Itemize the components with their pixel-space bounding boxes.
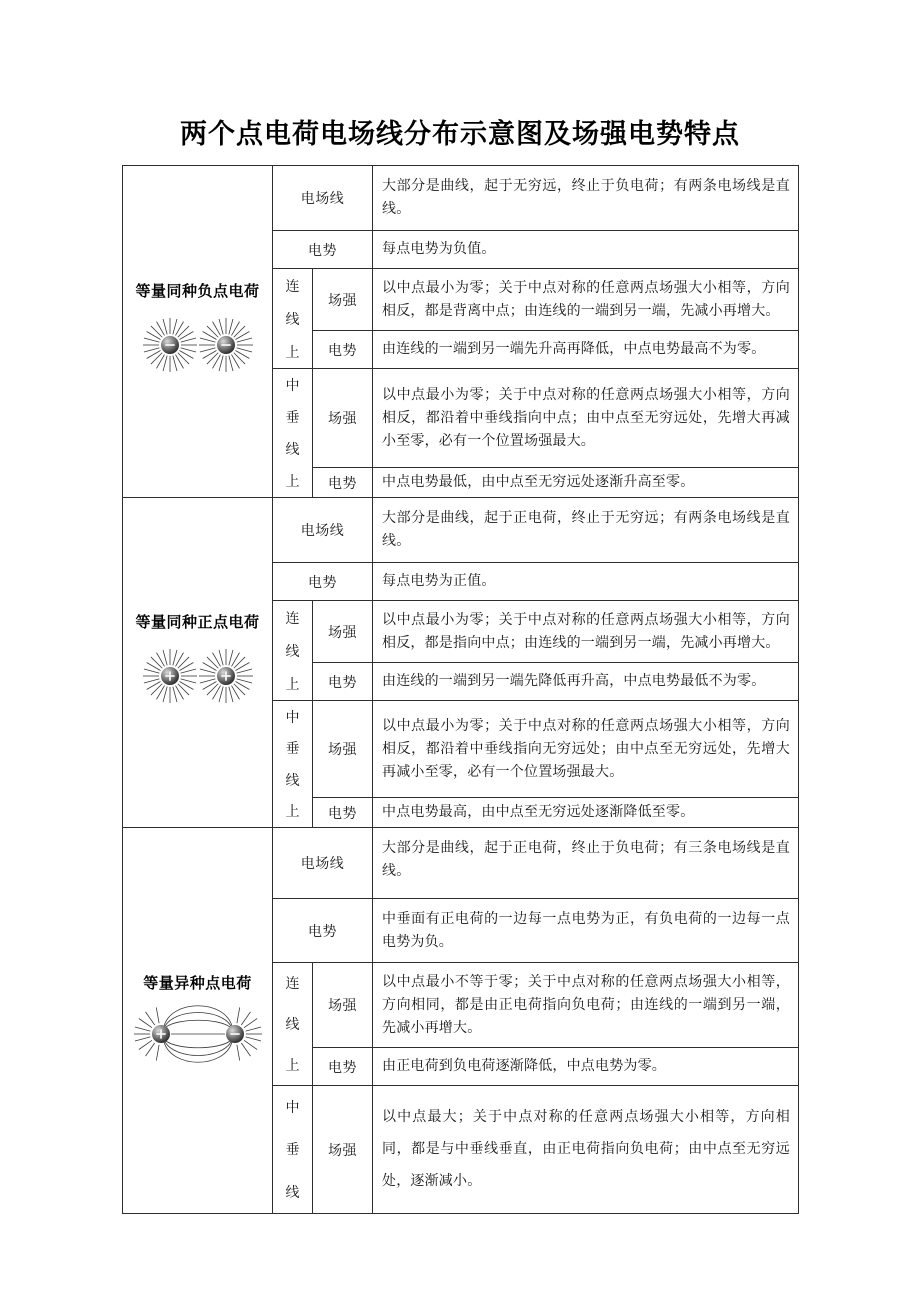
potential-desc: 每点电势为负值。 xyxy=(373,231,799,269)
vertical-char: 线 xyxy=(285,1185,300,1201)
vertical-char: 上 xyxy=(285,345,300,361)
field-characteristics-table xyxy=(122,165,799,1214)
row-label-potential: 电势 xyxy=(273,899,373,963)
vertical-char: 上 xyxy=(285,1058,300,1074)
vertical-char: 连 xyxy=(285,279,300,295)
vertical-char: 中 xyxy=(285,379,300,394)
row-label-field-strength: 场强 xyxy=(313,269,373,331)
vertical-char: 垂 xyxy=(285,1143,300,1159)
charge-type-label: 等量异种点电荷 xyxy=(143,974,252,992)
field-lines-desc: 大部分是曲线，起于无穷远，终止于负电荷；有两条电场线是直线。 xyxy=(373,166,799,231)
potential-desc: 中垂面有正电荷的一边每一点电势为正，有负电荷的一边每一点电势为负。 xyxy=(373,899,799,963)
vertical-char: 上 xyxy=(285,475,300,490)
like-negative-field-diagram-icon xyxy=(134,306,262,384)
row-label-field-strength: 场强 xyxy=(313,369,373,468)
charge-section-like-negative xyxy=(123,166,273,498)
row-label-field-lines: 电场线 xyxy=(273,498,373,563)
vertical-char: 连 xyxy=(285,611,300,627)
row-label-field-strength: 场强 xyxy=(313,601,373,663)
unlike-field-diagram-icon xyxy=(130,998,266,1070)
vertical-char: 线 xyxy=(285,312,300,328)
row-label-potential: 电势 xyxy=(313,1048,373,1086)
row-label-potential: 电势 xyxy=(273,563,373,601)
vertical-char: 上 xyxy=(285,677,300,693)
group-label-on-bisector xyxy=(273,369,313,498)
vertical-char: 连 xyxy=(285,977,300,993)
bisector-potential-desc: 中点电势最高，由中点至无穷远处逐渐降低至零。 xyxy=(373,798,799,828)
charge-type-label: 等量同种正点电荷 xyxy=(135,613,260,631)
field-lines-desc: 大部分是曲线，起于正电荷，终止于负电荷；有三条电场线是直线。 xyxy=(373,828,799,899)
row-label-potential: 电势 xyxy=(313,468,373,498)
vertical-char: 垂 xyxy=(285,742,300,758)
vertical-char: 线 xyxy=(285,443,300,458)
group-label-on-line xyxy=(273,269,313,369)
on-line-potential-desc: 由正电荷到负电荷逐渐降低，中点电势为零。 xyxy=(373,1048,799,1086)
charge-type-label: 等量同种负点电荷 xyxy=(135,282,260,300)
row-label-field-strength: 场强 xyxy=(313,963,373,1048)
row-label-field-strength: 场强 xyxy=(313,1086,373,1214)
group-label-on-line xyxy=(273,601,313,701)
bisector-potential-desc: 中点电势最低，由中点至无穷远处逐渐升高至零。 xyxy=(373,468,799,498)
vertical-char: 中 xyxy=(285,710,300,726)
group-label-on-bisector xyxy=(273,701,313,828)
vertical-char: 垂 xyxy=(285,411,300,426)
on-line-potential-desc: 由连线的一端到另一端先降低再升高，中点电势最低不为零。 xyxy=(373,663,799,701)
vertical-char: 线 xyxy=(285,773,300,789)
page-title: 两个点电荷电场线分布示意图及场强电势特点 xyxy=(180,119,740,149)
charge-section-like-positive xyxy=(123,498,273,828)
row-label-field-lines: 电场线 xyxy=(273,166,373,231)
row-label-potential: 电势 xyxy=(273,231,373,269)
vertical-char: 中 xyxy=(285,1101,300,1117)
bisector-field-strength-desc: 以中点最小为零；关于中点对称的任意两点场强大小相等，方向相反，都沿着中垂线指向中点；由中点至无穷远处，先增大再减小至零，必有一个位置场强最大。 xyxy=(373,369,799,468)
on-line-field-strength-desc: 以中点最小为零；关于中点对称的任意两点场强大小相等，方向相反，都是背离中点；由连线的一端到另一端，先减小再增大。 xyxy=(373,269,799,331)
row-label-potential: 电势 xyxy=(313,798,373,828)
charge-section-unlike xyxy=(123,828,273,1214)
group-label-on-bisector-cut xyxy=(273,1086,313,1214)
on-line-potential-desc: 由连线的一端到另一端先升高再降低，中点电势最高不为零。 xyxy=(373,331,799,369)
on-line-field-strength-desc: 以中点最小不等于零；关于中点对称的任意两点场强大小相等，方向相同，都是由正电荷指向负电荷；由连线的一端到另一端，先减小再增大。 xyxy=(373,963,799,1048)
bisector-field-strength-desc: 以中点最大；关于中点对称的任意两点场强大小相等，方向相同，都是与中垂线垂直，由正电荷指向负电荷；由中点至无穷远处，逐渐减小。 xyxy=(373,1086,799,1214)
row-label-potential: 电势 xyxy=(313,331,373,369)
row-label-potential: 电势 xyxy=(313,663,373,701)
potential-desc: 每点电势为正值。 xyxy=(373,563,799,601)
vertical-char: 上 xyxy=(285,805,300,821)
field-lines-desc: 大部分是曲线，起于正电荷，终止于无穷远；有两条电场线是直线。 xyxy=(373,498,799,563)
like-positive-field-diagram-icon xyxy=(134,637,262,715)
row-label-field-lines: 电场线 xyxy=(273,828,373,899)
vertical-char: 线 xyxy=(285,644,300,660)
group-label-on-line xyxy=(273,963,313,1086)
bisector-field-strength-desc: 以中点最小为零；关于中点对称的任意两点场强大小相等，方向相反，都沿着中垂线指向无穷远处；由中点至无穷远处，先增大再减小至零，必有一个位置场强最大。 xyxy=(373,701,799,798)
row-label-field-strength: 场强 xyxy=(313,701,373,798)
on-line-field-strength-desc: 以中点最小为零；关于中点对称的任意两点场强大小相等，方向相反，都是指向中点；由连线的一端到另一端，先减小再增大。 xyxy=(373,601,799,663)
vertical-char: 线 xyxy=(285,1017,300,1033)
